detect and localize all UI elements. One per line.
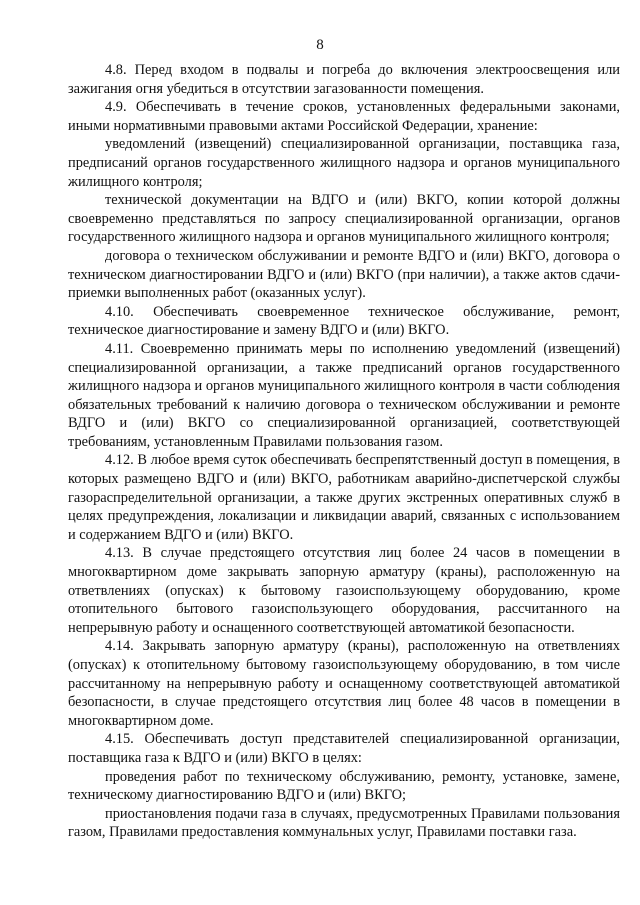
page-number: 8 [316,37,324,53]
paragraph-4-9: 4.9. Обеспечивать в течение сроков, установленных федеральными законами, иными нормативными правовыми актами Российской Федерации, хранение: [68,99,620,134]
paragraph-4-15: 4.15. Обеспечивать доступ представителей специализированной организации, поставщика газа к ВДГО и (или) ВКГО в целях: [68,731,620,766]
paragraph-4-11: 4.11. Своевременно принимать меры по исполнению уведомлений (извещений) специализированной организации, а также предписаний органов государственного жилищного надзора и органов муниципального жилищного контроля в части соблюдения обязательных требований к наличию договора о техническом обслуживании и ремонте ВДГО и (или) ВКГО со специализированной организацией, соответствующей требованиям, установленным Правилами пользования газом. [68,340,620,450]
paragraph-4-15-suspension: приостановления подачи газа в случаях, предусмотренных Правилами пользования газом, Правилами предоставления коммунальных услуг, Правилами поставки газа. [68,805,620,841]
paragraph-4-9-notices: уведомлений (извещений) специализированной организации, поставщика газа, предписаний органов государственного жилищного надзора и органов муниципального жилищного контроля; [68,136,620,190]
paragraph-4-13: 4.13. В случае предстоящего отсутствия лиц более 24 часов в помещении в многоквартирном доме закрывать запорную арматуру (краны), расположенную на ответвлениях (опусках) к бытовому газоиспользующему оборудованию, кроме отопительного бытового газоиспользующего оборудования, рассчитанного на непрерывную работу и оснащенного соответствующей автоматикой безопасности. [68,545,620,636]
paragraph-4-8: 4.8. Перед входом в подвалы и погреба до включения электроосвещения или зажигания огня убедиться в отсутствии загазованности помещения. [68,62,620,97]
paragraph-4-14: 4.14. Закрывать запорную арматуру (краны), расположенную на ответвлениях (опусках) к отопительному бытовому газоиспользующему оборудованию, в том числе рассчитанному на непрерывную работу и оснащенному соответствующей автоматикой безопасности, в случае предстоящего отсутствия лиц более 48 часов в помещении в многоквартирном доме. [68,638,620,729]
paragraph-4-15-works: проведения работ по техническому обслуживанию, ремонту, установке, замене, техническому диагностированию ВДГО и (или) ВКГО; [68,768,620,804]
paragraph-4-9-contracts: договора о техническом обслуживании и ремонте ВДГО и (или) ВКГО, договора о техническом диагностировании ВДГО и (или) ВКГО (при наличии), а также актов сдачи-приемки выполненных работ (оказанных услуг). [68,247,620,302]
paragraph-4-9-documentation: технической документации на ВДГО и (или) ВКГО, копии которой должны своевременно представляться по запросу специализированной организации, органов государственного жилищного надзора и органов муниципального жилищного контроля; [68,192,620,246]
paragraph-4-10: 4.10. Обеспечивать своевременное техническое обслуживание, ремонт, техническое диагностирование и замену ВДГО и (или) ВКГО. [68,303,620,339]
document-body [68,61,620,842]
paragraph-4-12: 4.12. В любое время суток обеспечивать беспрепятственный доступ в помещения, в которых размещено ВДГО и (или) ВКГО, работникам аварийно-диспетчерской службы газораспределительной организации, а также других экстренных оперативных служб в целях предупреждения, локализации и ликвидации аварий, связанных с использованием и содержанием ВДГО и (или) ВКГО. [68,452,620,543]
